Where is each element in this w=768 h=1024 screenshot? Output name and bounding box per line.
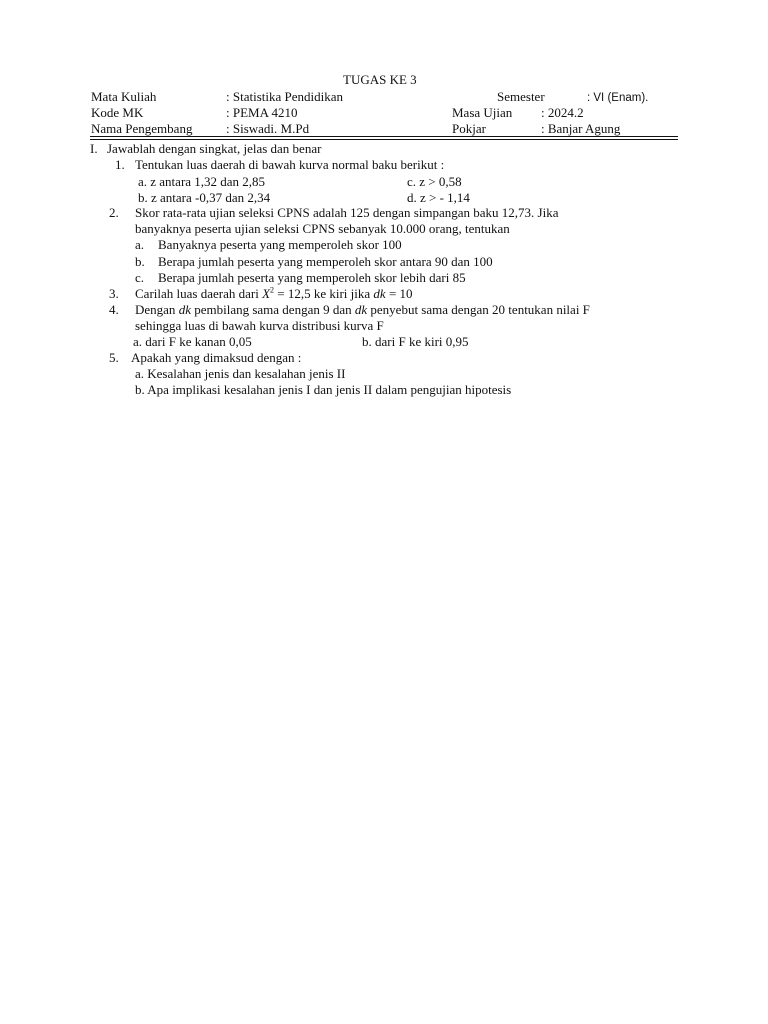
section-instruction: Jawablah dengan singkat, jelas dan benar [107,141,322,156]
semester-value: : VI (Enam). [587,92,649,104]
pokjar-value: : Banjar Agung [541,121,621,136]
q4-option-a: a. dari F ke kanan 0,05 [133,334,252,349]
q2-number: 2. [109,205,119,220]
masa-ujian-label: Masa Ujian [452,105,513,120]
q2-line2: banyaknya peserta ujian seleksi CPNS sebanyak 10.000 orang, tentukan [135,221,510,236]
q4-option-b: b. dari F ke kiri 0,95 [362,334,469,349]
q5-option-b: b. Apa implikasi kesalahan jenis I dan jenis II dalam pengujian hipotesis [135,382,512,397]
q4-dk1: dk [178,302,191,317]
q2-option-b-label: b. [135,254,145,269]
q3-text [135,286,413,302]
q1-number: 1. [115,157,125,172]
q2-option-a-label: a. [135,237,145,252]
q3-number: 3. [109,286,119,301]
q2-option-b: Berapa jumlah peserta yang memperoleh skor antara 90 dan 100 [158,254,493,269]
pengembang-label: Nama Pengembang [91,121,193,136]
header-divider-top [90,136,678,137]
header-divider-bottom [90,139,678,140]
mata-kuliah-label: Mata Kuliah [91,89,157,104]
q2-option-c-label: c. [135,270,145,285]
q5-option-a: a. Kesalahan jenis dan kesalahan jenis II [135,366,346,381]
pengembang-value: : Siswadi. M.Pd [226,121,310,136]
q3-superscript: 2 [270,285,275,295]
section-number: I. [90,141,98,156]
mata-kuliah-value: : Statistika Pendidikan [226,89,343,104]
q1-option-a: a. z antara 1,32 dan 2,85 [138,174,266,189]
q4-dk2: dk [354,302,368,317]
semester-label: Semester [497,89,545,104]
q5-text: Apakah yang dimaksud dengan : [131,350,302,365]
page-title: TUGAS KE 3 [343,72,417,87]
q2-option-a: Banyaknya peserta yang memperoleh skor 100 [158,237,402,252]
masa-ujian-value: : 2024.2 [541,105,584,120]
q3-var-x: X [262,286,271,301]
q1-option-b: b. z antara -0,37 dan 2,34 [138,190,271,205]
q4-number: 4. [109,302,119,317]
q2-line1: Skor rata-rata ujian seleksi CPNS adalah 125 dengan simpangan baku 12,73. Jika [135,205,559,220]
q3-text-pre: Carilah luas daerah dari [135,286,263,301]
q1-option-d: d. z > - 1,14 [407,190,470,205]
q5-number: 5. [109,350,119,365]
q4-pre: Dengan [135,302,179,317]
q2-option-c: Berapa jumlah peserta yang memperoleh skor lebih dari 85 [158,270,466,285]
q4-line2: sehingga luas di bawah kurva distribusi kurva F [135,318,384,333]
q1-option-c: c. z > 0,58 [407,174,462,189]
q3-text-post: = 10 [385,286,413,301]
pokjar-label: Pokjar [452,121,486,136]
q1-text: Tentukan luas daerah di bawah kurva normal baku berikut : [135,157,445,172]
q3-text-mid: = 12,5 ke kiri jika [274,286,374,301]
q4-line1 [135,302,590,318]
kode-mk-value: : PEMA 4210 [226,105,298,120]
kode-mk-label: Kode MK [91,105,144,120]
q3-var-dk: dk [373,286,386,301]
q4-mid: pembilang sama dengan 9 dan [190,302,355,317]
q4-post: penyebut sama dengan 20 tentukan nilai F [367,302,590,317]
